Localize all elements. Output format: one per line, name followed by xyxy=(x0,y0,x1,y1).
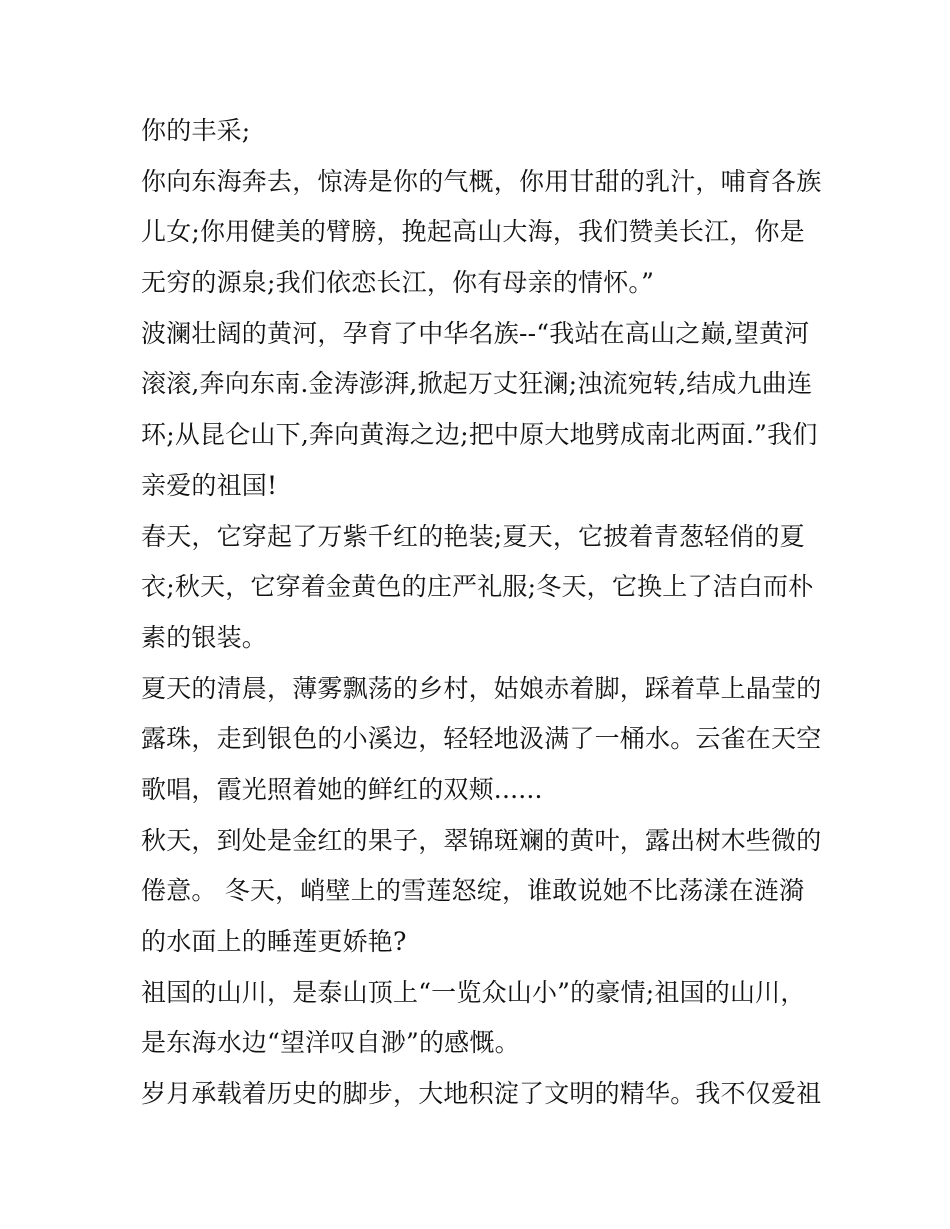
text-line: 儿女;你用健美的臂膀，挽起高山大海，我们赞美长江，你是 xyxy=(141,217,805,247)
text-line: 无穷的源泉;我们依恋长江，你有母亲的情怀。” xyxy=(141,268,655,298)
text-line: 亲爱的祖国! xyxy=(141,470,278,500)
text-line: 祖国的山川，是泰山顶上“一览众山小”的豪情;祖国的山川， xyxy=(141,977,806,1007)
text-line: 岁月承载着历史的脚步，大地积淀了文明的精华。我不仅爱祖 xyxy=(141,1079,822,1109)
text-line: 秋天，到处是金红的果子，翠锦斑斓的黄叶，露出树木些微的 xyxy=(141,825,822,855)
text-line: 你向东海奔去，惊涛是你的气概，你用甘甜的乳汁，哺育各族 xyxy=(141,166,822,196)
text-line: 素的银装。 xyxy=(141,622,268,652)
text-line: 是东海水边“望洋叹自渺”的感慨。 xyxy=(141,1028,520,1058)
text-line: 露珠，走到银色的小溪边，轻轻地汲满了一桶水。云雀在天空 xyxy=(141,724,822,754)
text-line: 夏天的清晨，薄雾飘荡的乡村，姑娘赤着脚，踩着草上晶莹的 xyxy=(141,673,822,703)
document-text xyxy=(141,106,821,1120)
text-line: 春天，它穿起了万紫千红的艳装;夏天，它披着青葱轻俏的夏 xyxy=(141,521,805,551)
text-line: 你的丰采; xyxy=(141,116,251,145)
text-line: 波澜壮阔的黄河，孕育了中华名族--“我站在高山之巅,望黄河 xyxy=(141,318,810,348)
text-line: 歌唱，霞光照着她的鲜红的双颊...... xyxy=(141,774,543,804)
text-line: 的水面上的睡莲更娇艳? xyxy=(141,927,407,956)
text-line: 倦意。 冬天，峭壁上的雪莲怒绽，谁敢说她不比荡漾在涟漪 xyxy=(141,876,805,906)
text-line: 衣;秋天，它穿着金黄色的庄严礼服;冬天，它换上了洁白而朴 xyxy=(141,572,814,602)
text-line: 滚滚,奔向东南.金涛澎湃,掀起万丈狂澜;浊流宛转,结成九曲连 xyxy=(141,369,813,399)
text-line: 环;从昆仑山下,奔向黄海之边;把中原大地劈成南北两面.”我们 xyxy=(141,420,818,450)
